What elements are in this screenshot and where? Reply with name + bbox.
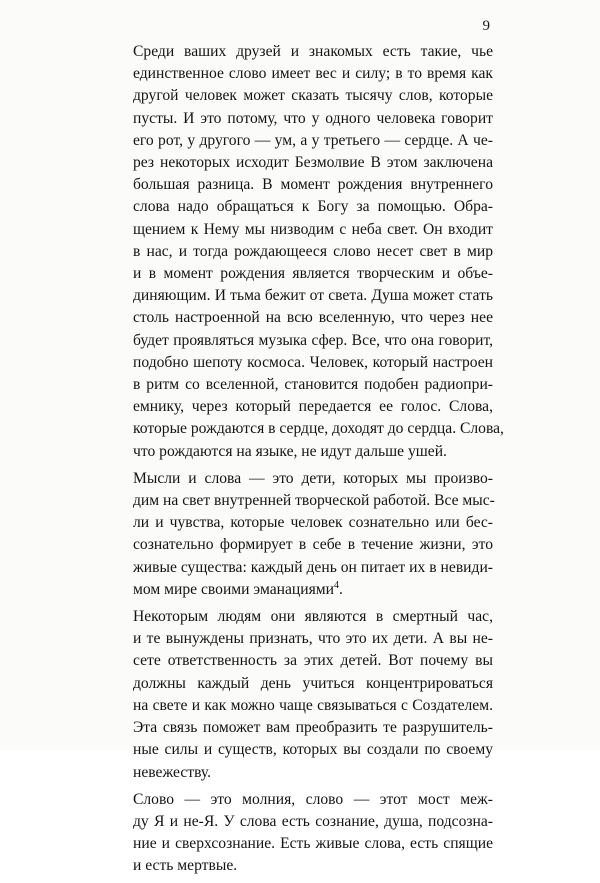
text-line: диняющим. И тьма бежит от света. Душа может стать xyxy=(133,287,493,305)
text-line: что рождаются на языке, не идут дальше ушей. xyxy=(133,442,447,460)
text-line: в нас, и тогда рождающееся слово несет свет в мир xyxy=(133,242,493,260)
text-line: его рот, у другого — ум, а у третьего — сердце. А че- xyxy=(133,131,493,149)
text-line: ли и чувства, которые человек сознательно или бес- xyxy=(133,514,493,532)
text-line: большая разница. В момент рождения внутреннего xyxy=(133,176,493,194)
text-line: дим на свет внутренней творческой работой. Все мыс- xyxy=(133,492,495,510)
footnote-marker: 4 xyxy=(333,579,339,591)
text-line: будет проявляться музыка сфер. Все, что она говорит, xyxy=(133,331,493,349)
text-line: Слово — это молния, слово — этот мост меж- xyxy=(133,790,493,808)
text-line: сете ответственность за этих детей. Вот почему вы xyxy=(133,652,493,670)
line-tail: . xyxy=(338,580,343,598)
text-line: рез некоторых исходит Безмолвие В этом заключена xyxy=(133,154,493,172)
text-line: живые существа: каждый день он питает их в невиди- xyxy=(133,558,493,576)
page-number: 9 xyxy=(482,18,490,34)
text-line: ние и сверхсознание. Есть живые слова, есть спящие xyxy=(133,835,493,853)
text-line: Эта связь поможет вам преобразить те разрушитель- xyxy=(133,719,493,737)
text-line: подобно шепоту космоса. Человек, который настроен xyxy=(133,353,493,371)
line-text: мом мире своими эманациями xyxy=(133,580,334,598)
text-line: Мысли и слова — это дети, которых мы произво- xyxy=(133,469,493,487)
text-line: в ритм со вселенной, становится подобен радиопри- xyxy=(133,376,493,394)
text-line: другой человек может сказать тысячу слов, которые xyxy=(133,87,493,105)
text-line: и те вынуждены признать, что это их дети. А вы не- xyxy=(133,630,493,648)
text-line: которые рождаются в сердце, доходят до сердца. Слова, xyxy=(133,420,504,438)
text-line: Среди ваших друзей и знакомых есть такие, чье xyxy=(133,43,493,60)
text-line xyxy=(113,579,493,601)
text-line: ду Я и не-Я. У слова есть сознание, душа, подсозна- xyxy=(133,812,493,830)
text-line: невежеству. xyxy=(133,763,212,781)
paragraph xyxy=(113,606,493,784)
text-line: должны каждый день учиться концентрироваться xyxy=(133,674,493,692)
text-line: сознательно формирует в себе в течение жизни, это xyxy=(133,536,493,554)
text-line: слова надо обращаться к Богу за помощью. Обра- xyxy=(133,198,493,216)
paragraph xyxy=(113,468,493,601)
text-line: щением к Нему мы низводим с неба свет. Он входит xyxy=(133,220,493,238)
text-line: на свете и как можно чаще связываться с Создателем. xyxy=(133,696,493,714)
text-line: и в момент рождения является творческим и объе- xyxy=(133,265,493,283)
text-line: емнику, через который передается ее голос. Слова, xyxy=(133,398,493,416)
text-line: единственное слово имеет вес и силу; в то время как xyxy=(133,65,493,83)
text-line: пусты. И это потому, что у одного человека говорит xyxy=(133,109,493,127)
paragraph xyxy=(113,41,504,463)
text-line: ные силы и существ, которых вы создали по своему xyxy=(133,741,493,759)
paragraph xyxy=(113,789,493,878)
text-line: Некоторым людям они являются в смертный час, xyxy=(133,608,493,626)
text-line: и есть мертвые. xyxy=(133,857,238,875)
text-line: столь настроенной на всю вселенную, что через нее xyxy=(133,309,493,327)
body-text xyxy=(113,41,504,883)
